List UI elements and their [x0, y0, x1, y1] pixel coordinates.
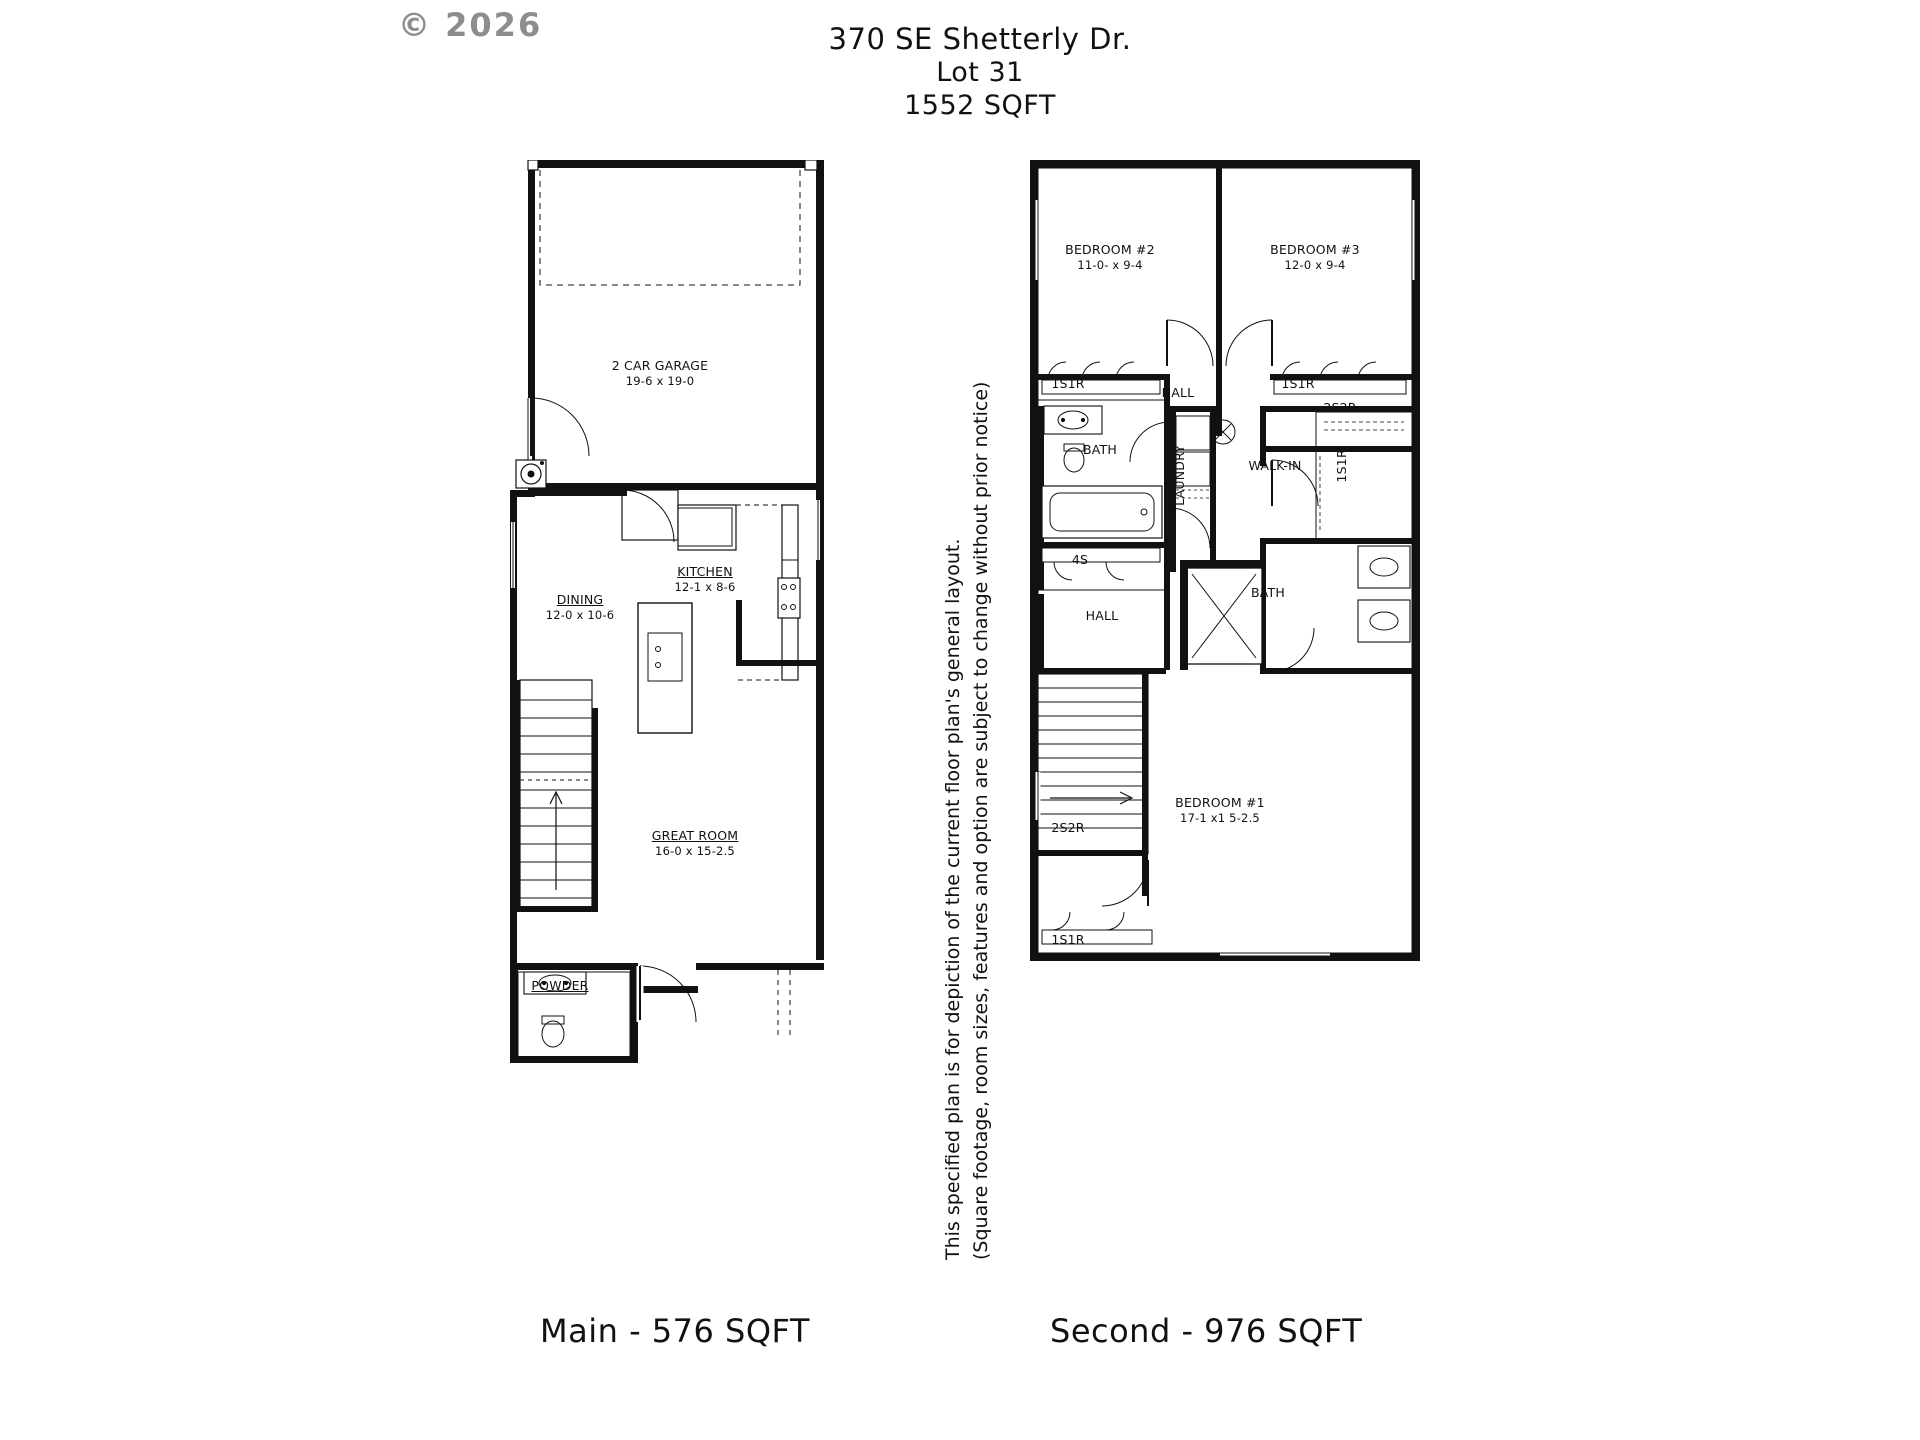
window-tag: 1S1R	[1051, 376, 1085, 391]
lot-number: Lot 31	[936, 57, 1024, 89]
room-label-dining: DINING 12-0 x 10-6	[545, 592, 615, 622]
second-floor-caption	[1050, 1312, 1362, 1350]
window-tag: 1S1R	[1281, 376, 1315, 391]
window-tag: 4S	[1071, 552, 1089, 567]
main-floor-sqft: - 576 SQFT	[629, 1312, 810, 1350]
title-block	[700, 22, 1260, 123]
room-label-bath-hall: BATH	[1083, 442, 1117, 457]
room-label-garage: 2 CAR GARAGE 19-6 x 19-0	[611, 358, 709, 388]
main-floor-name: Main	[540, 1312, 619, 1350]
room-label-bath-master: BATH	[1251, 585, 1285, 600]
window-tag: 2S2R	[1323, 400, 1357, 415]
room-label-hall-upper: HALL	[1161, 385, 1195, 400]
main-floor-plan	[500, 160, 950, 1270]
second-floor-name: Second	[1050, 1312, 1171, 1350]
page-title: 370 SE Shetterly Dr.	[828, 22, 1132, 56]
room-label-powder: POWDER	[531, 978, 589, 993]
room-label-laundry: LAUNDRY	[1172, 444, 1188, 506]
second-floor-sqft: - 976 SQFT	[1181, 1312, 1363, 1350]
window-tag: 2S2R	[1051, 820, 1085, 835]
second-floor-plan	[1020, 160, 1470, 1270]
copyright-notice: © 2026	[398, 6, 543, 44]
room-label-walk-in: WALK-IN	[1248, 458, 1302, 473]
room-label-hall-lower: HALL	[1085, 608, 1119, 623]
second-floor-drawing	[1020, 160, 1470, 1270]
window-tag: 1S1R	[1334, 449, 1350, 483]
room-label-great-room: GREAT ROOM 16-0 x 15-2.5	[651, 828, 739, 858]
main-floor-drawing	[500, 160, 950, 1270]
window-tag: 1S1R	[1051, 932, 1085, 947]
room-label-bedroom-2: BEDROOM #2 11-0- x 9-4	[1065, 242, 1155, 272]
disclaimer-line-1: This specified plan is for depiction of the current floor plan's general layout.	[942, 538, 964, 1260]
disclaimer-line-2: (Square footage, room sizes, features and option are subject to change without prior notice)	[969, 381, 992, 1260]
room-label-bedroom-1: BEDROOM #1 17-1 x1 5-2.5	[1175, 795, 1265, 825]
room-label-bedroom-3: BEDROOM #3 12-0 x 9-4	[1270, 242, 1360, 272]
total-sqft: 1552 SQFT	[904, 90, 1056, 122]
main-floor-caption	[540, 1312, 810, 1350]
room-label-kitchen: KITCHEN 12-1 x 8-6	[674, 564, 736, 594]
